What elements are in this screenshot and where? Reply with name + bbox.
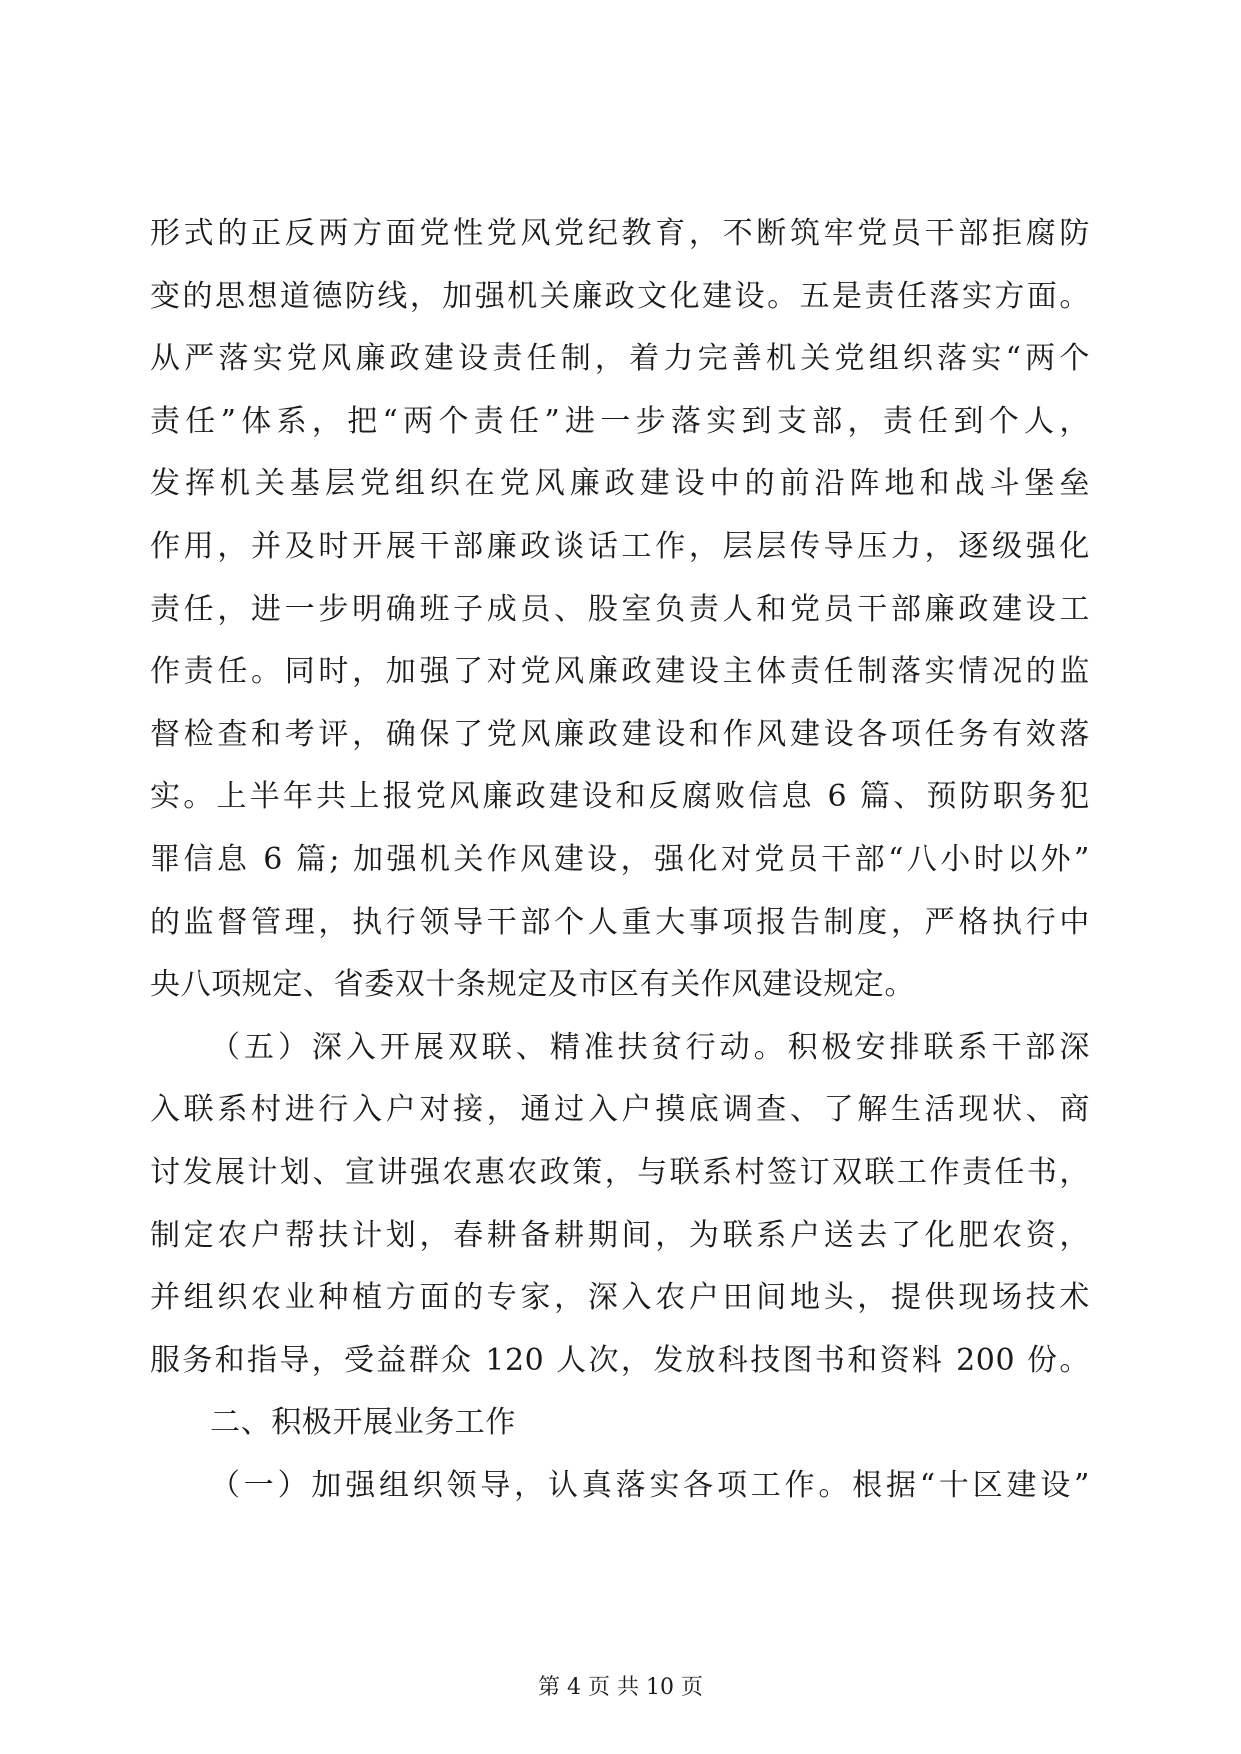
- paragraph-line: 罪信息 6 篇; 加强机关作风建设，强化对党员干部“八小时以外”: [150, 841, 1090, 877]
- paragraph-line: 服务和指导，受益群众 120 人次，发放科技图书和资料 200 份。: [150, 1342, 1090, 1378]
- paragraph-line: 的监督管理，执行领导干部个人重大事项报告制度，严格执行中: [150, 904, 1090, 940]
- body-text: [150, 203, 1090, 1517]
- paragraph-line: 发挥机关基层党组织在党风廉政建设中的前沿阵地和战斗堡垒: [150, 466, 1090, 502]
- paragraph-line: 讨发展计划、宣讲强农惠农政策，与联系村签订双联工作责任书，: [150, 1154, 1090, 1190]
- page-number-footer: 第 4 页 共 10 页: [538, 1675, 703, 1700]
- paragraph-line: 入联系村进行入户对接，通过入户摸底调查、了解生活现状、商: [150, 1092, 1090, 1128]
- paragraph-line: 实。上半年共上报党风廉政建设和反腐败信息 6 篇、预防职务犯: [150, 779, 1090, 815]
- subsection-heading-line: （一）加强组织领导，认真落实各项工作。根据“十区建设”: [210, 1467, 1090, 1503]
- paragraph-line: 作用，并及时开展干部廉政谈话工作，层层传导压力，逐级强化: [150, 528, 1090, 564]
- paragraph-line: 责任”体系，把“两个责任”进一步落实到支部，责任到个人，: [150, 403, 1090, 439]
- paragraph-line: 央八项规定、省委双十条规定及市区有关作风建设规定。: [150, 967, 915, 1003]
- paragraph-line: 从严落实党风廉政建设责任制，着力完善机关党组织落实“两个: [150, 341, 1090, 377]
- section-heading-line: （五）深入开展双联、精准扶贫行动。积极安排联系干部深: [210, 1029, 1090, 1065]
- paragraph-line: 制定农户帮扶计划，春耕备耕期间，为联系户送去了化肥农资，: [150, 1217, 1090, 1253]
- paragraph-line: 督检查和考评，确保了党风廉政建设和作风建设各项任务有效落: [150, 716, 1090, 752]
- paragraph-line: 变的思想道德防线，加强机关廉政文化建设。五是责任落实方面。: [150, 278, 1090, 314]
- paragraph-line: 形式的正反两方面党性党风党纪教育，不断筑牢党员干部拒腐防: [150, 216, 1090, 251]
- section-heading: 二、积极开展业务工作: [210, 1405, 516, 1441]
- paragraph-line: 责任，进一步明确班子成员、股室负责人和党员干部廉政建设工: [150, 591, 1090, 627]
- paragraph-line: 并组织农业种植方面的专家，深入农户田间地头，提供现场技术: [150, 1280, 1090, 1316]
- paragraph-line: 作责任。同时，加强了对党风廉政建设主体责任制落实情况的监: [150, 654, 1090, 690]
